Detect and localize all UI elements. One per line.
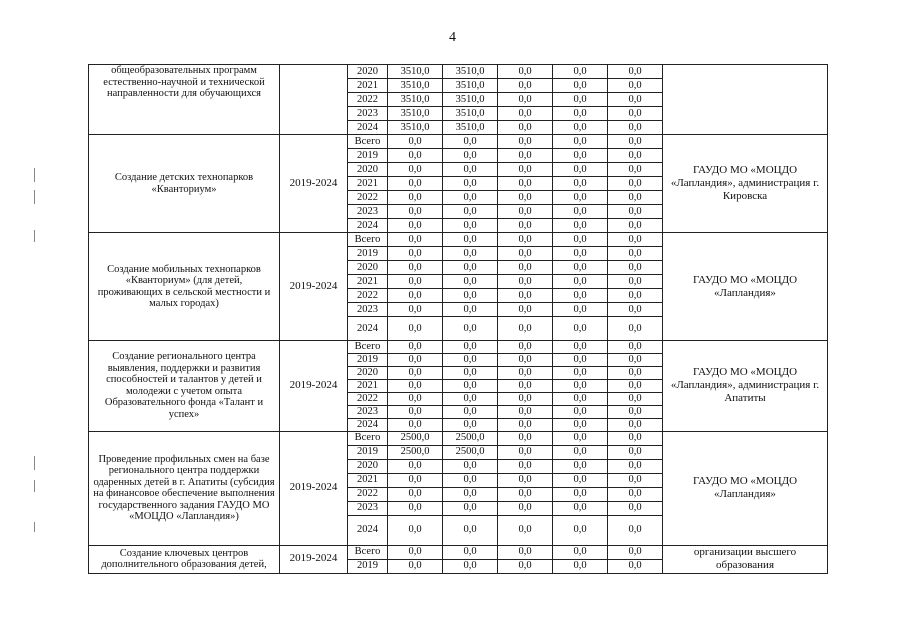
funding-amount: 0,0 [443, 261, 498, 275]
funding-amount: 0,0 [388, 367, 443, 380]
funding-amount: 0,0 [498, 354, 553, 367]
scan-mark [34, 190, 35, 204]
year-label: 2019 [348, 559, 388, 573]
funding-amount: 0,0 [388, 275, 443, 289]
year-label: 2019 [348, 445, 388, 459]
funding-amount: 0,0 [443, 380, 498, 393]
measure-name: общеобразовательных программ естественно-научной и технической направленности для обучающихся [89, 65, 280, 135]
responsible-executor: ГАУДО МО «МОЦДО «Лапландия» [663, 431, 828, 545]
funding-amount: 0,0 [443, 473, 498, 487]
funding-amount: 0,0 [388, 149, 443, 163]
year-label: 2021 [348, 275, 388, 289]
funding-amount: 0,0 [498, 107, 553, 121]
funding-amount: 0,0 [443, 501, 498, 515]
funding-amount: 0,0 [498, 205, 553, 219]
year-label: 2020 [348, 459, 388, 473]
year-label: 2023 [348, 303, 388, 317]
year-label: 2020 [348, 65, 388, 79]
year-label: 2021 [348, 177, 388, 191]
year-label: 2020 [348, 163, 388, 177]
funding-amount: 0,0 [608, 163, 663, 177]
funding-amount: 0,0 [608, 247, 663, 261]
year-label: 2022 [348, 487, 388, 501]
funding-amount: 0,0 [553, 380, 608, 393]
implementation-period: 2019-2024 [280, 233, 348, 341]
funding-amount: 0,0 [608, 93, 663, 107]
funding-amount: 0,0 [388, 289, 443, 303]
funding-amount: 0,0 [553, 107, 608, 121]
funding-amount: 0,0 [388, 419, 443, 432]
table-row [89, 233, 828, 247]
funding-amount: 0,0 [388, 233, 443, 247]
funding-amount: 0,0 [388, 205, 443, 219]
funding-amount: 0,0 [608, 177, 663, 191]
funding-amount: 0,0 [443, 149, 498, 163]
year-label: 2019 [348, 247, 388, 261]
funding-amount: 0,0 [498, 289, 553, 303]
funding-amount: 0,0 [608, 419, 663, 432]
year-label: 2024 [348, 317, 388, 341]
funding-amount: 0,0 [498, 177, 553, 191]
funding-amount: 0,0 [498, 367, 553, 380]
year-label: 2022 [348, 93, 388, 107]
year-label: 2022 [348, 393, 388, 406]
funding-amount: 0,0 [498, 275, 553, 289]
year-label: 2021 [348, 380, 388, 393]
year-label: 2020 [348, 261, 388, 275]
funding-amount: 3510,0 [443, 79, 498, 93]
funding-amount: 0,0 [498, 341, 553, 354]
funding-amount: 0,0 [443, 393, 498, 406]
year-label: 2023 [348, 406, 388, 419]
table-row [89, 431, 828, 445]
funding-amount: 0,0 [608, 107, 663, 121]
year-label: Всего [348, 431, 388, 445]
funding-amount: 0,0 [498, 559, 553, 573]
year-label: 2024 [348, 219, 388, 233]
funding-amount: 3510,0 [388, 65, 443, 79]
funding-amount: 0,0 [498, 473, 553, 487]
funding-amount: 2500,0 [443, 431, 498, 445]
funding-amount: 0,0 [498, 247, 553, 261]
funding-amount: 0,0 [443, 406, 498, 419]
funding-amount: 3510,0 [443, 121, 498, 135]
funding-amount: 0,0 [553, 406, 608, 419]
funding-amount: 0,0 [608, 261, 663, 275]
funding-amount: 0,0 [608, 135, 663, 149]
funding-amount: 3510,0 [443, 107, 498, 121]
year-label: 2024 [348, 515, 388, 545]
implementation-period: 2019-2024 [280, 545, 348, 573]
scan-mark [34, 456, 35, 470]
scan-mark [34, 522, 35, 532]
funding-amount: 0,0 [553, 393, 608, 406]
table-row [89, 65, 828, 79]
page-number: 4 [449, 30, 456, 45]
funding-amount: 3510,0 [388, 93, 443, 107]
funding-amount: 0,0 [553, 545, 608, 559]
funding-amount: 0,0 [498, 79, 553, 93]
funding-amount: 0,0 [553, 247, 608, 261]
funding-amount: 0,0 [553, 289, 608, 303]
funding-amount: 0,0 [388, 261, 443, 275]
funding-amount: 0,0 [498, 445, 553, 459]
year-label: 2024 [348, 419, 388, 432]
funding-amount: 2500,0 [443, 445, 498, 459]
funding-table [88, 64, 828, 574]
funding-amount: 0,0 [498, 515, 553, 545]
table-row [89, 135, 828, 149]
funding-amount: 0,0 [498, 163, 553, 177]
funding-amount: 0,0 [443, 303, 498, 317]
year-label: 2023 [348, 205, 388, 219]
funding-amount: 0,0 [553, 93, 608, 107]
funding-amount: 0,0 [498, 406, 553, 419]
funding-amount: 0,0 [608, 303, 663, 317]
funding-amount: 0,0 [443, 459, 498, 473]
funding-amount: 0,0 [443, 559, 498, 573]
funding-amount: 0,0 [553, 261, 608, 275]
funding-amount: 0,0 [443, 191, 498, 205]
year-label: 2021 [348, 79, 388, 93]
funding-amount: 0,0 [498, 393, 553, 406]
funding-amount: 0,0 [608, 431, 663, 445]
funding-amount: 0,0 [608, 121, 663, 135]
funding-amount: 0,0 [498, 93, 553, 107]
funding-amount: 0,0 [388, 459, 443, 473]
funding-amount: 0,0 [553, 275, 608, 289]
funding-amount: 0,0 [553, 65, 608, 79]
funding-amount: 0,0 [388, 406, 443, 419]
year-label: 2020 [348, 367, 388, 380]
funding-amount: 0,0 [553, 177, 608, 191]
table-row [89, 545, 828, 559]
funding-amount: 0,0 [498, 191, 553, 205]
funding-amount: 0,0 [553, 473, 608, 487]
funding-amount: 0,0 [608, 545, 663, 559]
year-label: 2024 [348, 121, 388, 135]
funding-amount: 3510,0 [443, 65, 498, 79]
funding-amount: 0,0 [608, 191, 663, 205]
funding-amount: 0,0 [608, 219, 663, 233]
funding-amount: 0,0 [553, 219, 608, 233]
year-label: 2023 [348, 501, 388, 515]
funding-amount: 0,0 [388, 135, 443, 149]
responsible-executor: ГАУДО МО «МОЦДО «Лапландия», администрация г. Кировска [663, 135, 828, 233]
funding-amount: 3510,0 [388, 79, 443, 93]
funding-amount: 0,0 [498, 149, 553, 163]
funding-amount: 0,0 [443, 515, 498, 545]
funding-amount: 0,0 [608, 149, 663, 163]
funding-amount: 3510,0 [388, 107, 443, 121]
funding-amount: 0,0 [498, 545, 553, 559]
funding-amount: 0,0 [498, 501, 553, 515]
implementation-period [280, 65, 348, 135]
funding-amount: 0,0 [608, 473, 663, 487]
funding-amount: 0,0 [553, 354, 608, 367]
funding-amount: 0,0 [388, 177, 443, 191]
funding-amount: 0,0 [388, 247, 443, 261]
funding-amount: 0,0 [443, 205, 498, 219]
implementation-period: 2019-2024 [280, 341, 348, 432]
implementation-period: 2019-2024 [280, 135, 348, 233]
funding-amount: 0,0 [443, 219, 498, 233]
responsible-executor: ГАУДО МО «МОЦДО «Лапландия» [663, 233, 828, 341]
year-label: 2021 [348, 473, 388, 487]
funding-amount: 0,0 [608, 354, 663, 367]
funding-amount: 0,0 [553, 515, 608, 545]
funding-amount: 0,0 [608, 317, 663, 341]
funding-amount: 0,0 [498, 459, 553, 473]
funding-amount: 0,0 [553, 559, 608, 573]
funding-amount: 0,0 [553, 163, 608, 177]
funding-amount: 0,0 [498, 219, 553, 233]
funding-amount: 0,0 [608, 459, 663, 473]
funding-amount: 0,0 [553, 317, 608, 341]
funding-amount: 0,0 [608, 275, 663, 289]
measure-name: Проведение профильных смен на базе регионального центра поддержки одаренных детей в г. Апатиты (субсидия на финансовое обеспечение выполнения государственного задания ГАУДО МО «МОЦДО «Лапландия») [89, 431, 280, 545]
funding-amount: 0,0 [553, 233, 608, 247]
funding-amount: 0,0 [608, 65, 663, 79]
responsible-executor [663, 65, 828, 135]
funding-amount: 0,0 [388, 303, 443, 317]
table-row [89, 341, 828, 354]
funding-amount: 0,0 [553, 367, 608, 380]
funding-amount: 0,0 [388, 515, 443, 545]
year-label: 2023 [348, 107, 388, 121]
funding-amount: 0,0 [553, 135, 608, 149]
year-label: 2019 [348, 149, 388, 163]
funding-amount: 0,0 [553, 445, 608, 459]
year-label: 2022 [348, 289, 388, 303]
funding-amount: 0,0 [498, 317, 553, 341]
funding-amount: 0,0 [388, 354, 443, 367]
measure-name: Создание детских технопарков «Кванториум» [89, 135, 280, 233]
funding-amount: 0,0 [388, 487, 443, 501]
measure-name: Создание мобильных технопарков «Кванториум» (для детей, проживающих в сельской местности и малых городах) [89, 233, 280, 341]
funding-amount: 0,0 [608, 501, 663, 515]
funding-amount: 0,0 [388, 473, 443, 487]
funding-amount: 0,0 [608, 289, 663, 303]
funding-amount: 0,0 [388, 393, 443, 406]
funding-amount: 0,0 [553, 79, 608, 93]
year-label: Всего [348, 545, 388, 559]
funding-amount: 0,0 [443, 354, 498, 367]
funding-amount: 0,0 [388, 219, 443, 233]
year-label: 2019 [348, 354, 388, 367]
funding-amount: 0,0 [443, 135, 498, 149]
funding-amount: 0,0 [443, 289, 498, 303]
year-label: Всего [348, 135, 388, 149]
funding-amount: 0,0 [553, 205, 608, 219]
funding-amount: 0,0 [608, 487, 663, 501]
funding-amount: 2500,0 [388, 431, 443, 445]
funding-amount: 0,0 [608, 233, 663, 247]
funding-amount: 0,0 [388, 191, 443, 205]
funding-amount: 0,0 [443, 275, 498, 289]
funding-amount: 0,0 [443, 177, 498, 191]
funding-amount: 0,0 [553, 459, 608, 473]
funding-amount: 0,0 [388, 163, 443, 177]
funding-amount: 0,0 [553, 191, 608, 205]
funding-amount: 0,0 [443, 233, 498, 247]
funding-amount: 0,0 [608, 445, 663, 459]
funding-amount: 0,0 [608, 393, 663, 406]
scan-mark [34, 230, 35, 242]
funding-amount: 0,0 [553, 431, 608, 445]
funding-amount: 0,0 [608, 380, 663, 393]
funding-amount: 0,0 [498, 303, 553, 317]
funding-amount: 0,0 [388, 341, 443, 354]
funding-amount: 0,0 [443, 419, 498, 432]
funding-amount: 0,0 [388, 380, 443, 393]
scan-mark [34, 168, 35, 182]
funding-amount: 0,0 [498, 261, 553, 275]
funding-amount: 0,0 [498, 65, 553, 79]
implementation-period: 2019-2024 [280, 431, 348, 545]
funding-amount: 0,0 [608, 79, 663, 93]
funding-amount: 0,0 [608, 559, 663, 573]
funding-amount: 3510,0 [443, 93, 498, 107]
funding-amount: 0,0 [498, 419, 553, 432]
funding-amount: 0,0 [443, 247, 498, 261]
funding-amount: 0,0 [443, 545, 498, 559]
funding-amount: 0,0 [443, 341, 498, 354]
funding-amount: 0,0 [608, 205, 663, 219]
funding-amount: 0,0 [553, 121, 608, 135]
funding-amount: 0,0 [388, 545, 443, 559]
funding-amount: 0,0 [608, 367, 663, 380]
funding-amount: 0,0 [553, 419, 608, 432]
funding-amount: 0,0 [443, 317, 498, 341]
responsible-executor: организации высшего образования [663, 545, 828, 573]
funding-amount: 0,0 [443, 163, 498, 177]
year-label: Всего [348, 341, 388, 354]
responsible-executor: ГАУДО МО «МОЦДО «Лапландия», администрация г. Апатиты [663, 341, 828, 432]
funding-amount: 0,0 [498, 380, 553, 393]
funding-amount: 0,0 [498, 135, 553, 149]
year-label: Всего [348, 233, 388, 247]
funding-amount: 0,0 [498, 487, 553, 501]
measure-name: Создание ключевых центров дополнительного образования детей, [89, 545, 280, 573]
funding-amount: 0,0 [553, 487, 608, 501]
funding-amount: 0,0 [498, 121, 553, 135]
funding-amount: 0,0 [553, 303, 608, 317]
funding-amount: 0,0 [608, 406, 663, 419]
scan-mark [34, 480, 35, 492]
funding-amount: 0,0 [498, 431, 553, 445]
measure-name: Создание регионального центра выявления, поддержки и развития способностей и талантов у детей и молодежи с учетом опыта Образовательного фонда «Талант и успех» [89, 341, 280, 432]
funding-amount: 0,0 [388, 501, 443, 515]
funding-amount: 0,0 [553, 149, 608, 163]
funding-amount: 0,0 [553, 501, 608, 515]
funding-amount: 0,0 [443, 367, 498, 380]
funding-amount: 0,0 [498, 233, 553, 247]
funding-amount: 0,0 [388, 317, 443, 341]
funding-amount: 2500,0 [388, 445, 443, 459]
funding-amount: 0,0 [608, 515, 663, 545]
funding-amount: 0,0 [553, 341, 608, 354]
funding-table-body [89, 65, 828, 574]
funding-amount: 0,0 [443, 487, 498, 501]
year-label: 2022 [348, 191, 388, 205]
funding-amount: 3510,0 [388, 121, 443, 135]
funding-amount: 0,0 [608, 341, 663, 354]
funding-amount: 0,0 [388, 559, 443, 573]
